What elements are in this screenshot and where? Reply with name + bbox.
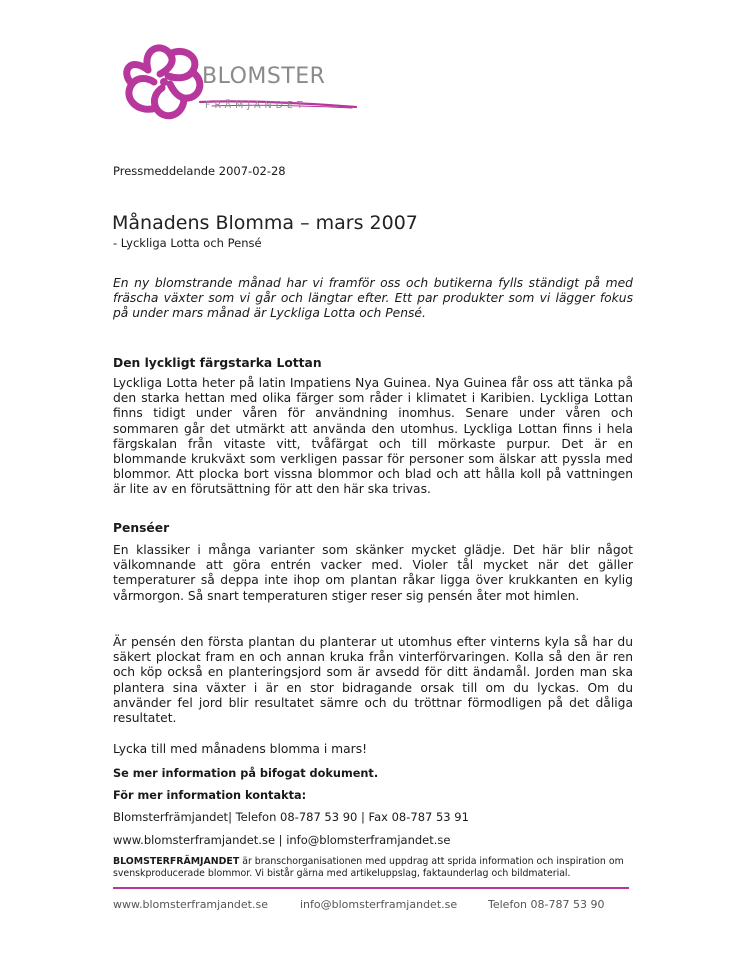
footer-website-link[interactable]: www.blomsterframjandet.se xyxy=(113,898,268,911)
press-release-date: Pressmeddelande 2007-02-28 xyxy=(113,164,286,178)
more-info-line: Se mer information på bifogat dokument. xyxy=(113,767,379,780)
penseer-paragraph-2: Är pensén den första plantan du planterar ut utomhus efter vinterns kyla så har du säkert plockat fram en och annan kruka från vinterförvaringen. Kolla så den är ren och köp också en planteringsjord som är avsedd för ditt ändamål. Jorden man ska plantera sina växter i är en stor bidragande orsak till om du lyckas. Om du använder fel jord blir resultatet sämre och du tröttnar förmodligen på det dåliga resultatet. xyxy=(113,635,633,726)
closing-line: Lycka till med månadens blomma i mars! xyxy=(113,742,368,756)
lottan-paragraph: Lyckliga Lotta heter på latin Impatiens Nya Guinea. Nya Guinea får oss att tänka på den starka hettan med olika färger som råder i klimatet i Karibien. Lyckliga Lottan finns tidigt under våren för användning inomhus. Senare under våren och sommaren går det utmärkt att använda den utomhus. Lyckliga Lottan finns i hela färgskalan från vitaste vitt, tvåfärgat och till mörkaste purpur. Det är en blommande krukväxt som verkligen passar för personer som älskar att pyssla med blommor. Att plocka bort vissna blommor och blad och att hålla koll på vattningen är lite av en förutsättning för att den här ska trivas. xyxy=(113,376,633,497)
logo-wordmark: BLOMSTER xyxy=(202,64,326,89)
organization-description: är branschorganisationen med uppdrag att sprida information och inspiration om svenskproducerade blommor. Vi bistår gärna med artikeluppslag, faktaunderlag och bildmaterial. xyxy=(113,856,624,879)
organization-name: BLOMSTERFRÄMJANDET xyxy=(113,856,240,867)
section-heading-penseer: Penséer xyxy=(113,521,170,535)
document-title: Månadens Blomma – mars 2007 xyxy=(112,212,418,234)
organization-note xyxy=(113,856,638,880)
contact-line-web: www.blomsterframjandet.se | info@blomsterframjandet.se xyxy=(113,833,451,847)
logo-subtitle: FRÄMJANDET xyxy=(205,100,307,111)
contact-heading: För mer information kontakta: xyxy=(113,789,307,802)
footer-email-link[interactable]: info@blomsterframjandet.se xyxy=(300,898,458,911)
contact-line-phone: Blomsterfrämjandet| Telefon 08-787 53 90 | Fax 08-787 53 91 xyxy=(113,810,469,824)
footer-divider xyxy=(113,887,629,889)
penseer-paragraph-1: En klassiker i många varianter som skänker mycket glädje. Det här blir något välkomnande att göra entrén vacker med. Violer tål mycket när det gäller temperaturer så deppa inte ihop om plantan råkar ligga över krukkanten en kylig vårmorgon. Så snart temperaturen stiger reser sig pensén åter mot himlen. xyxy=(113,543,633,603)
intro-paragraph: En ny blomstrande månad har vi framför oss och butikerna fylls ständigt på med fräscha växter som vi går och längtar efter. Ett par produkter som vi lägger fokus på under mars månad är Lyckliga Lotta och Pensé. xyxy=(113,276,633,321)
document-subtitle: - Lyckliga Lotta och Pensé xyxy=(113,236,262,250)
footer-phone: Telefon 08-787 53 90 xyxy=(488,898,605,911)
section-heading-lottan: Den lyckligt färgstarka Lottan xyxy=(113,356,322,370)
